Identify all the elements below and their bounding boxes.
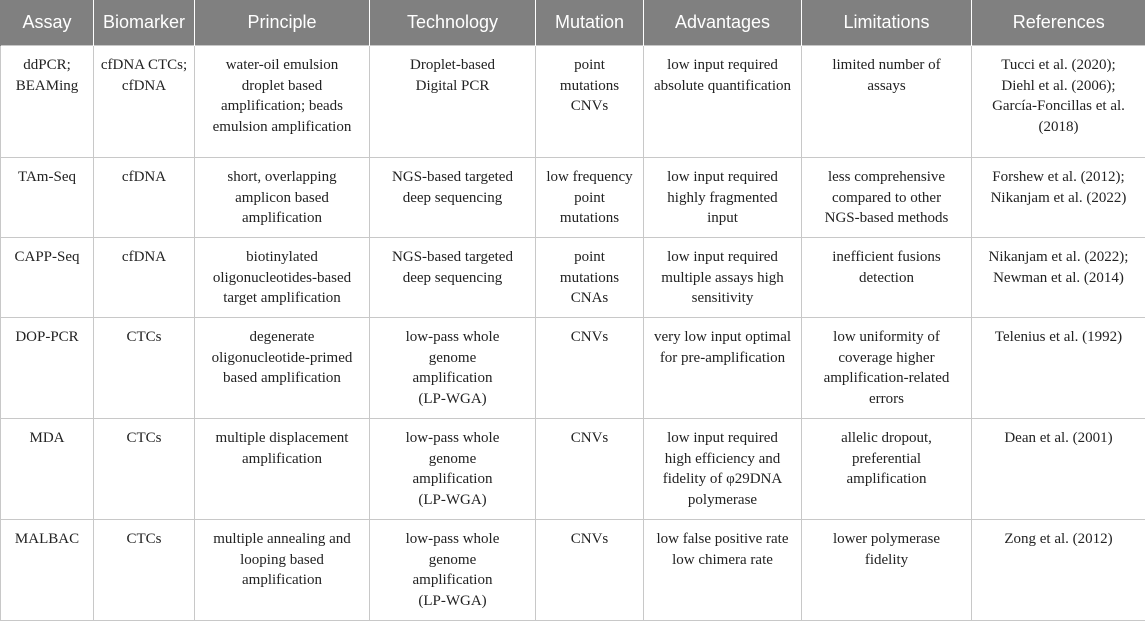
table-row xyxy=(1,318,1145,419)
cell-references: Telenius et al. (1992) xyxy=(972,318,1145,419)
cell-principle: degenerate oligonucleotide-primed based amplification xyxy=(195,318,370,419)
cell-references: Nikanjam et al. (2022); Newman et al. (2014) xyxy=(972,238,1145,318)
column-header-assay: Assay xyxy=(1,0,94,46)
cell-technology: NGS-based targeted deep sequencing xyxy=(370,158,536,238)
cell-assay: TAm-Seq xyxy=(1,158,94,238)
cell-limitations: low uniformity of coverage higher amplification-related errors xyxy=(802,318,972,419)
cell-references: Dean et al. (2001) xyxy=(972,419,1145,520)
cell-references: Zong et al. (2012) xyxy=(972,520,1145,621)
cell-biomarker: CTCs xyxy=(94,318,195,419)
cell-advantages: low input required highly fragmented input xyxy=(644,158,802,238)
column-header-limitations: Limitations xyxy=(802,0,972,46)
cell-mutation: low frequency point mutations xyxy=(536,158,644,238)
column-header-advantages: Advantages xyxy=(644,0,802,46)
cell-biomarker: cfDNA xyxy=(94,158,195,238)
table-row xyxy=(1,158,1145,238)
cell-assay: MDA xyxy=(1,419,94,520)
cell-technology: low-pass whole genome amplification (LP-WGA) xyxy=(370,419,536,520)
cell-principle: biotinylated oligonucleotides-based target amplification xyxy=(195,238,370,318)
table-row xyxy=(1,520,1145,621)
column-header-principle: Principle xyxy=(195,0,370,46)
cell-principle: water-oil emulsion droplet based amplification; beads emulsion amplification xyxy=(195,46,370,158)
cell-limitations: less comprehensive compared to other NGS-based methods xyxy=(802,158,972,238)
table-row xyxy=(1,46,1145,158)
table-row xyxy=(1,419,1145,520)
cell-biomarker: CTCs xyxy=(94,419,195,520)
cell-mutation: CNVs xyxy=(536,520,644,621)
cell-mutation: CNVs xyxy=(536,419,644,520)
cell-principle: multiple displacement amplification xyxy=(195,419,370,520)
cell-mutation: point mutations CNVs xyxy=(536,46,644,158)
cell-limitations: lower polymerase fidelity xyxy=(802,520,972,621)
column-header-mutation: Mutation xyxy=(536,0,644,46)
cell-limitations: inefficient fusions detection xyxy=(802,238,972,318)
table-body xyxy=(1,46,1145,621)
cell-principle: multiple annealing and looping based amplification xyxy=(195,520,370,621)
cell-mutation: point mutations CNAs xyxy=(536,238,644,318)
header-row xyxy=(1,0,1145,46)
column-header-references: References xyxy=(972,0,1145,46)
table-header xyxy=(1,0,1145,46)
cell-technology: low-pass whole genome amplification (LP-WGA) xyxy=(370,520,536,621)
column-header-technology: Technology xyxy=(370,0,536,46)
table-row xyxy=(1,238,1145,318)
cell-advantages: low false positive rate low chimera rate xyxy=(644,520,802,621)
cell-assay: CAPP-Seq xyxy=(1,238,94,318)
cell-assay: DOP-PCR xyxy=(1,318,94,419)
column-header-biomarker: Biomarker xyxy=(94,0,195,46)
cell-biomarker: CTCs xyxy=(94,520,195,621)
cell-references: Forshew et al. (2012); Nikanjam et al. (2022) xyxy=(972,158,1145,238)
cell-biomarker: cfDNA CTCs; cfDNA xyxy=(94,46,195,158)
cell-advantages: low input required high efficiency and fidelity of φ29DNA polymerase xyxy=(644,419,802,520)
cell-limitations: allelic dropout, preferential amplification xyxy=(802,419,972,520)
cell-limitations: limited number of assays xyxy=(802,46,972,158)
cell-assay: ddPCR; BEAMing xyxy=(1,46,94,158)
cell-assay: MALBAC xyxy=(1,520,94,621)
cell-principle: short, overlapping amplicon based amplification xyxy=(195,158,370,238)
cell-technology: Droplet-based Digital PCR xyxy=(370,46,536,158)
cell-biomarker: cfDNA xyxy=(94,238,195,318)
cell-mutation: CNVs xyxy=(536,318,644,419)
cell-advantages: very low input optimal for pre-amplification xyxy=(644,318,802,419)
cell-technology: low-pass whole genome amplification (LP-WGA) xyxy=(370,318,536,419)
cell-advantages: low input required multiple assays high sensitivity xyxy=(644,238,802,318)
cell-advantages: low input required absolute quantification xyxy=(644,46,802,158)
cell-references: Tucci et al. (2020); Diehl et al. (2006); García-Foncillas et al. (2018) xyxy=(972,46,1145,158)
cell-technology: NGS-based targeted deep sequencing xyxy=(370,238,536,318)
